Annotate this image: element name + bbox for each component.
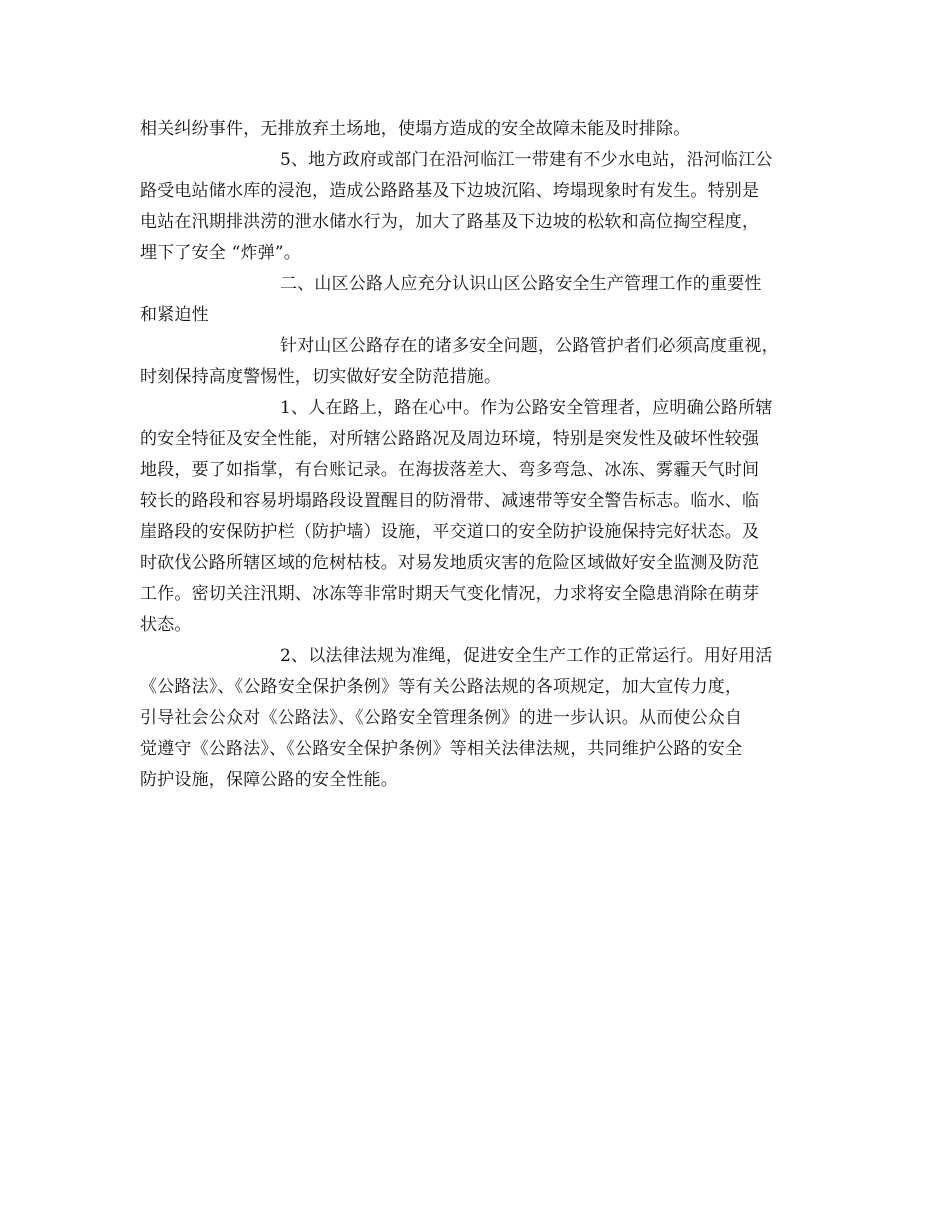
paragraph-intro — [140, 331, 820, 393]
paragraph-item-1 — [140, 393, 820, 641]
text-line: 电站在汛期排洪涝的泄水储水行为，加大了路基及下边坡的松软和高位掏空程度， — [140, 212, 760, 232]
text-line: 路受电站储水库的浸泡，造成公路路基及下边坡沉陷、垮塌现象时有发生。特别是 — [140, 181, 760, 201]
text-line: 引导社会公众对《公路法》、《公路安全管理条例》的进一步认识。从而使公众自 — [140, 708, 743, 728]
text-line: 和紧迫性 — [140, 305, 209, 325]
text-line: 工作。密切关注汛期、冰冻等非常时期天气变化情况，力求将安全隐患消除在萌芽 — [140, 584, 760, 604]
document-body — [140, 114, 820, 796]
section-heading-2 — [140, 269, 820, 331]
text-line: 《公路法》、《公路安全保护条例》等有关公路法规的各项规定，加大宣传力度， — [140, 677, 743, 697]
text-line: 二、山区公路人应充分认识山区公路安全生产管理工作的重要性 — [280, 274, 762, 294]
text-line: 地段，要了如指掌，有台账记录。在海拔落差大、弯多弯急、冰冻、雾霾天气时间 — [140, 460, 760, 480]
text-line: 状态。 — [140, 615, 192, 635]
paragraph-item-2 — [140, 641, 820, 796]
text-line: 针对山区公路存在的诸多安全问题，公路管护者们必须高度重视， — [280, 336, 779, 356]
text-line: 相关纠纷事件，无排放弃土场地，使塌方造成的安全故障未能及时排除。 — [140, 119, 691, 139]
text-line: 时砍伐公路所辖区域的危树枯枝。对易发地质灾害的危险区域做好安全监测及防范 — [140, 553, 760, 573]
text-line: 5、地方政府或部门在沿河临江一带建有不少水电站，沿河临江公 — [280, 150, 773, 170]
text-line: 的安全特征及安全性能，对所辖公路路况及周边环境，特别是突发性及破坏性较强 — [140, 429, 760, 449]
paragraph-continuation — [140, 114, 820, 145]
paragraph-item-5 — [140, 145, 820, 269]
text-line: 觉遵守《公路法》、《公路安全保护条例》等相关法律法规，共同维护公路的安全 — [140, 739, 743, 759]
text-line: 1、人在路上，路在心中。作为公路安全管理者，应明确公路所辖 — [280, 398, 773, 418]
text-line: 2、以法律法规为准绳，促进安全生产工作的正常运行。用好用活 — [280, 646, 773, 666]
text-line: 防护设施，保障公路的安全性能。 — [140, 770, 398, 790]
text-line: 时刻保持高度警惕性，切实做好安全防范措施。 — [140, 367, 502, 387]
text-line: 崖路段的安保防护栏（防护墙）设施，平交道口的安全防护设施保持完好状态。及 — [140, 522, 760, 542]
text-line: 埋下了安全 “炸弹”。 — [140, 243, 301, 263]
text-line: 较长的路段和容易坍塌路段设置醒目的防滑带、减速带等安全警告标志。临水、临 — [140, 491, 760, 511]
